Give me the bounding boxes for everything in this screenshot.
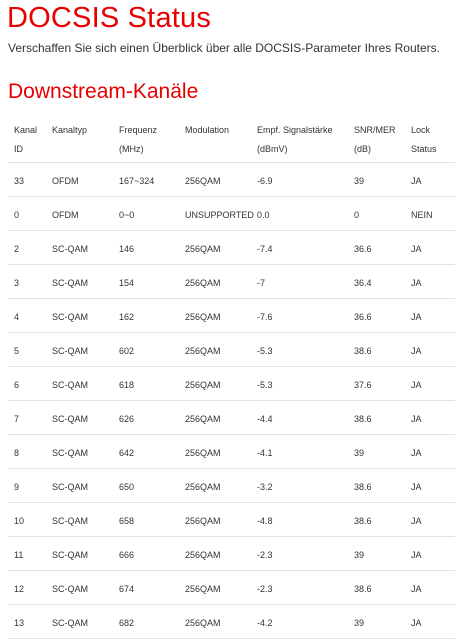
snr-mer-cell: 38.6	[354, 482, 372, 492]
lock-status-cell: JA	[411, 482, 422, 492]
channel-type-cell: SC-QAM	[52, 414, 88, 424]
channel-type-cell: SC-QAM	[52, 516, 88, 526]
snr-mer-cell: 36.4	[354, 278, 372, 288]
frequency-cell: 626	[119, 414, 135, 424]
channel-id-cell: 10	[14, 516, 25, 526]
signal-strength-cell: 0.0	[257, 210, 270, 220]
channel-type-cell: OFDM	[52, 210, 79, 220]
lock-status-cell: JA	[411, 550, 422, 560]
table-row	[8, 469, 455, 503]
table-body	[8, 163, 455, 639]
channel-type-cell: SC-QAM	[52, 550, 88, 560]
column-header-lock-status: Lock Status	[411, 125, 437, 154]
channel-id-cell: 12	[14, 584, 25, 594]
modulation-cell: 256QAM	[185, 516, 221, 526]
signal-strength-cell: -6.9	[257, 176, 273, 186]
signal-strength-cell: -7	[257, 278, 266, 288]
channel-id-cell: 11	[14, 550, 24, 560]
signal-strength-cell: -4.8	[257, 516, 273, 526]
modulation-cell: 256QAM	[185, 584, 221, 594]
frequency-cell: 682	[119, 618, 135, 628]
lock-status-cell: JA	[411, 448, 422, 458]
table-row	[8, 537, 455, 571]
channel-id-cell: 0	[14, 210, 20, 220]
signal-strength-cell: -4.4	[257, 414, 273, 424]
channel-id-cell: 8	[14, 448, 20, 458]
table-row	[8, 571, 455, 605]
frequency-cell: 146	[119, 244, 135, 254]
snr-mer-cell: 38.6	[354, 346, 372, 356]
channel-id-cell: 3	[14, 278, 20, 288]
column-header-signal-strength: Empf. Signalstärke (dBmV)	[257, 125, 333, 154]
lock-status-cell: JA	[411, 346, 422, 356]
table-row	[8, 333, 455, 367]
lock-status-cell: JA	[411, 380, 422, 390]
frequency-cell: 674	[119, 584, 135, 594]
signal-strength-cell: -4.2	[257, 618, 273, 628]
channel-id-cell: 13	[14, 618, 25, 628]
snr-mer-cell: 38.6	[354, 584, 372, 594]
lock-status-cell: JA	[411, 244, 422, 254]
frequency-cell: 650	[119, 482, 135, 492]
modulation-cell: 256QAM	[185, 414, 221, 424]
lock-status-cell: JA	[411, 278, 422, 288]
frequency-cell: 154	[119, 278, 135, 288]
column-header-frequency: Frequenz (MHz)	[119, 125, 158, 154]
snr-mer-cell: 39	[354, 618, 365, 628]
column-header-snr-mer: SNR/MER (dB)	[354, 125, 396, 154]
lock-status-cell: JA	[411, 312, 422, 322]
snr-mer-cell: 39	[354, 448, 365, 458]
modulation-cell: 256QAM	[185, 312, 221, 322]
channel-type-cell: SC-QAM	[52, 448, 88, 458]
table-row	[8, 605, 455, 639]
table-row	[8, 231, 455, 265]
frequency-cell: 618	[119, 380, 135, 390]
lock-status-cell: NEIN	[411, 210, 433, 220]
snr-mer-cell: 37.6	[354, 380, 372, 390]
signal-strength-cell: -2.3	[257, 550, 273, 560]
modulation-cell: 256QAM	[185, 550, 221, 560]
table-row	[8, 197, 455, 231]
signal-strength-cell: -7.4	[257, 244, 273, 254]
channel-id-cell: 9	[14, 482, 20, 492]
channel-type-cell: SC-QAM	[52, 380, 88, 390]
snr-mer-cell: 36.6	[354, 312, 372, 322]
snr-mer-cell: 38.6	[354, 414, 372, 424]
lock-status-cell: JA	[411, 516, 422, 526]
lock-status-cell: JA	[411, 618, 422, 628]
page-title: DOCSIS Status	[7, 2, 212, 34]
channel-type-cell: SC-QAM	[52, 346, 88, 356]
signal-strength-cell: -5.3	[257, 346, 273, 356]
page-subtitle: Verschaffen Sie sich einen Überblick über alle DOCSIS-Parameter Ihres Routers.	[8, 41, 440, 55]
column-header-channel-type: Kanaltyp	[52, 125, 88, 135]
modulation-cell: UNSUPPORTED	[185, 210, 254, 220]
channel-type-cell: SC-QAM	[52, 278, 88, 288]
table-row	[8, 299, 455, 333]
table-row	[8, 265, 455, 299]
snr-mer-cell: 39	[354, 176, 365, 186]
channel-type-cell: SC-QAM	[52, 244, 88, 254]
frequency-cell: 602	[119, 346, 135, 356]
channel-id-cell: 4	[14, 312, 20, 322]
modulation-cell: 256QAM	[185, 618, 221, 628]
signal-strength-cell: -2.3	[257, 584, 273, 594]
channel-type-cell: SC-QAM	[52, 312, 88, 322]
downstream-channel-table	[8, 112, 455, 639]
table-row	[8, 435, 455, 469]
channel-id-cell: 2	[14, 244, 20, 254]
snr-mer-cell: 0	[354, 210, 360, 220]
signal-strength-cell: -7.6	[257, 312, 273, 322]
column-header-channel-id: Kanal ID	[14, 125, 38, 154]
modulation-cell: 256QAM	[185, 346, 221, 356]
modulation-cell: 256QAM	[185, 278, 221, 288]
channel-type-cell: SC-QAM	[52, 482, 88, 492]
channel-id-cell: 7	[14, 414, 20, 424]
frequency-cell: 642	[119, 448, 135, 458]
signal-strength-cell: -4.1	[257, 448, 273, 458]
frequency-cell: 666	[119, 550, 135, 560]
downstream-section-title: Downstream-Kanäle	[8, 80, 199, 103]
signal-strength-cell: -3.2	[257, 482, 273, 492]
channel-id-cell: 33	[14, 176, 25, 186]
signal-strength-cell: -5.3	[257, 380, 273, 390]
table-header-row	[8, 112, 455, 163]
frequency-cell: 0~0	[119, 210, 135, 220]
channel-id-cell: 6	[14, 380, 20, 390]
lock-status-cell: JA	[411, 584, 422, 594]
column-header-modulation: Modulation	[185, 125, 230, 135]
frequency-cell: 658	[119, 516, 135, 526]
snr-mer-cell: 36.6	[354, 244, 372, 254]
channel-id-cell: 5	[14, 346, 20, 356]
snr-mer-cell: 39	[354, 550, 365, 560]
modulation-cell: 256QAM	[185, 448, 221, 458]
modulation-cell: 256QAM	[185, 176, 221, 186]
modulation-cell: 256QAM	[185, 380, 221, 390]
table-row	[8, 401, 455, 435]
frequency-cell: 167~324	[119, 176, 155, 186]
modulation-cell: 256QAM	[185, 482, 221, 492]
lock-status-cell: JA	[411, 176, 422, 186]
table-row	[8, 367, 455, 401]
lock-status-cell: JA	[411, 414, 422, 424]
modulation-cell: 256QAM	[185, 244, 221, 254]
channel-type-cell: OFDM	[52, 176, 79, 186]
channel-type-cell: SC-QAM	[52, 618, 88, 628]
channel-type-cell: SC-QAM	[52, 584, 88, 594]
table-row	[8, 503, 455, 537]
frequency-cell: 162	[119, 312, 135, 322]
table-row	[8, 163, 455, 197]
snr-mer-cell: 38.6	[354, 516, 372, 526]
